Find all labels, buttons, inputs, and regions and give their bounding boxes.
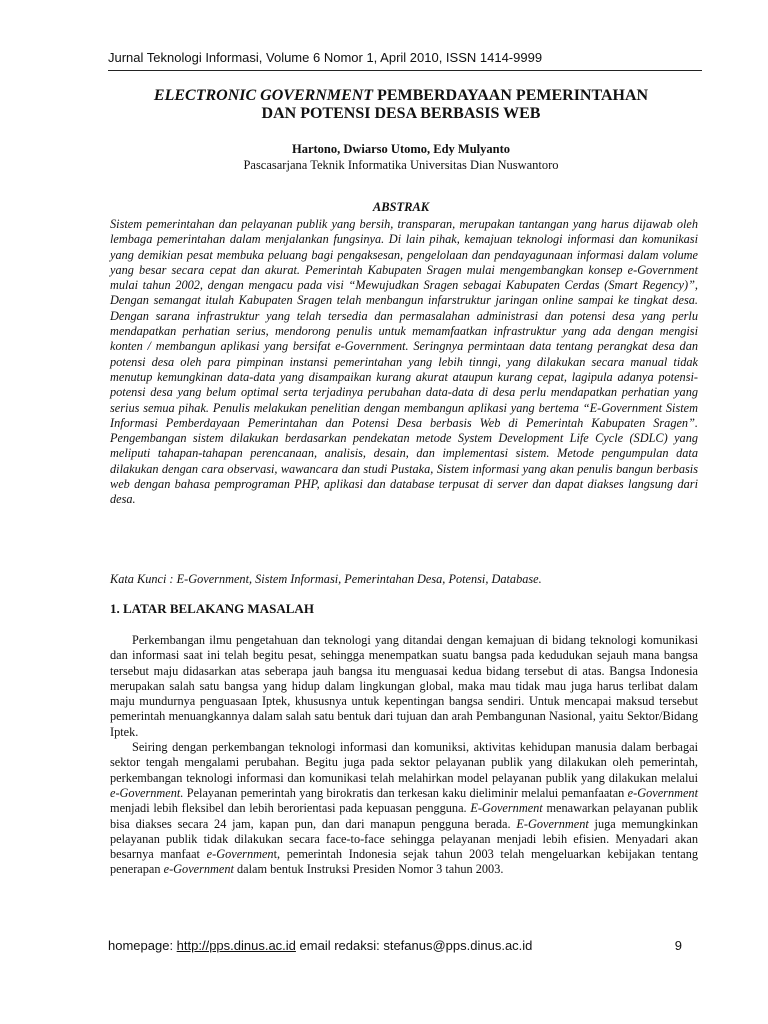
p2-em-5: e-Governmen bbox=[206, 847, 274, 862]
p2-text-f: t, pemerintah Indonesia sejak tahun 2003 telah mengeluarkan kebijakan tentang penerapan bbox=[110, 847, 698, 877]
email-text: email redaksi: stefanus@pps.dinus.ac.id bbox=[295, 938, 533, 953]
section-body bbox=[110, 633, 698, 878]
p2-em-4: E-Government bbox=[516, 816, 589, 831]
p2-em-2: e-Government bbox=[627, 785, 698, 800]
abstract-text: Sistem pemerintahan dan pelayanan publik yang bersih, transparan, merupakan tantangan yang harus dijawab oleh lembaga pemerintahan dalam menjalankan fungsinya. Di lain pihak, kemajuan teknologi informasi dan komunikasi yang demikian pesat membuka peluang bagi pengaksesan, pengelolaan dan pendayagunaan informasi dalam volume yang besar secara cepat dan akurat. Pemerintah Kabupaten Sragen mulai mengembangkan konsep e-Government mulai tahun 2002, dengan mengacu pada visi “Mewujudkan Sragen sebagai Kabupaten Cerdas (Smart Regency)”, Dengan semangat itulah Kabupaten Sragen telah menbangun infarstruktur jaringan online sampai ke tingkat desa. Dengan sarana infrastruktur yang telah tersedia dan permasalahan administrasi dan potensi desa yang perlu mendapatkan perhatian serius, mendorong penulis untuk memamfaatkan infrastruktur yang ada dengan mengisi konten / membangun aplikasi yang bersifat e-Government. Seringnya permintaan data tentang perangkat desa dan potensi desa oleh para pimpinan instansi pemerintahan yang lebih tinngi, yang dilakukan secara manual tidak menutup kemungkinan data-data yang disampaikan kurang akurat ataupun kurang cepat, lagipula adanya potensi-potensi desa yang belum optimal serta terjadinya perubahan data-data di desa perlu mendapatkan perhatian yang serius semua pihak. Penulis melakukan penelitian dengan membangun aplikasi yang bertema “E-Government Sistem Informasi Pemberdayaan Pemerintahan dan Potensi Desa berbasis Web di Pemerintah Kabupaten Sragen”. Pengembangan sistem dilakukan berdasarkan pendekatan metode System Development Life Cycle (SDLC) yang meliputi tahapan-tahapan perencanaan, analisis, desain, dan implementasi sistem. Metode pengumpulan data dilakukan dengan cara observasi, wawancara dan studi Pustaka, Sistem informasi yang akan penulis bangun berbasis web dengan bahasa pemprograman PHP, aplikasi dan database terpusat di server dan dapat diakses langsung dari desa. bbox=[110, 217, 698, 507]
p2-text-a: Seiring dengan perkembangan teknologi informasi dan komuniksi, aktivitas kehidupan manusia dalam berbagai sektor tengah mengalami perubahan. Begitu juga pada sektor pelayanan publik yang dilakukan oleh pemerintah, perkembangan teknologi informasi dan komunikasi telah melahirkan model pelayanan publik yang dilakukan melalui bbox=[110, 740, 698, 785]
title-italic-part: ELECTRONIC GOVERNMENT bbox=[153, 87, 374, 104]
p2-text-d: menawarkan pelayanan publik bisa diakses secara 24 jam, kapan pun, dan dari manapun pengguna berada. bbox=[110, 801, 698, 831]
section-heading: 1. LATAR BELAKANG MASALAH bbox=[110, 601, 314, 616]
authors: Hartono, Dwiarso Utomo, Edy Mulyanto bbox=[291, 142, 511, 156]
p2-em-1: e-Government. bbox=[110, 785, 184, 800]
page-number: 9 bbox=[674, 938, 682, 953]
homepage-link[interactable]: http://pps.dinus.ac.id bbox=[176, 938, 296, 953]
p2-text-g: dalam bentuk Instruksi Presiden Nomor 3 tahun 2003. bbox=[233, 862, 504, 877]
page-footer bbox=[108, 938, 702, 953]
p2-text-b: Pelayanan pemerintah yang birokratis dan terkesan kaku dieliminir melalui pemanfaatan bbox=[183, 785, 628, 800]
p2-em-3: E-Government bbox=[470, 801, 543, 816]
paper-title bbox=[100, 87, 702, 123]
paragraph-2 bbox=[110, 740, 698, 878]
paragraph-1: Perkembangan ilmu pengetahuan dan teknologi yang ditandai dengan kemajuan di bidang teknologi komunikasi dan informasi saat ini telah begitu pesat, sehingga menempatkan suatu bangsa pada kedudukan sejauh mana bangsa tersebut maju didasarkan atas seberapa jauh bangsa itu menguasai kedua bidang tersebut di atas. Bangsa Indonesia merupakan salah satu bangsa yang hidup dalam lingkungan global, maka mau tidak mau juga harus terlibat dalam maju mundurnya penguasaan Iptek, khususnya untuk kepentingan bangsa sendiri. Untuk mencapai maksud tersebut pemerintah menuangkannya dalam salah satu bentuk dari tujuan dan arah Pembangunan Nasional, yaitu Sektor/Bidang Iptek. bbox=[110, 633, 698, 739]
abstract-heading: ABSTRAK bbox=[372, 200, 430, 214]
homepage-label: homepage: bbox=[108, 938, 177, 953]
header-divider bbox=[108, 70, 702, 71]
p2-text-e: juga memungkinkan pelayanan publik tidak dilakukan secara face-to-face sehingga pelayanan menjadi lebih efisien. Menyadari akan besarnya manfaat bbox=[110, 816, 698, 862]
affiliation: Pascasarjana Teknik Informatika Universitas Dian Nuswantoro bbox=[243, 158, 559, 172]
title-line2: DAN POTENSI DESA BERBASIS WEB bbox=[261, 105, 541, 122]
journal-header: Jurnal Teknologi Informasi, Volume 6 Nomor 1, April 2010, ISSN 1414-9999 bbox=[108, 50, 543, 65]
p2-text-c: menjadi lebih fleksibel dan lebih berorientasi pada kepuasan pengguna. bbox=[110, 801, 471, 816]
keywords: Kata Kunci : E-Government, Sistem Informasi, Pemerintahan Desa, Potensi, Database. bbox=[110, 572, 542, 586]
p2-em-6: e-Government bbox=[163, 862, 234, 877]
title-line1-rest: PEMBERDAYAAN PEMERINTAHAN bbox=[373, 87, 649, 104]
